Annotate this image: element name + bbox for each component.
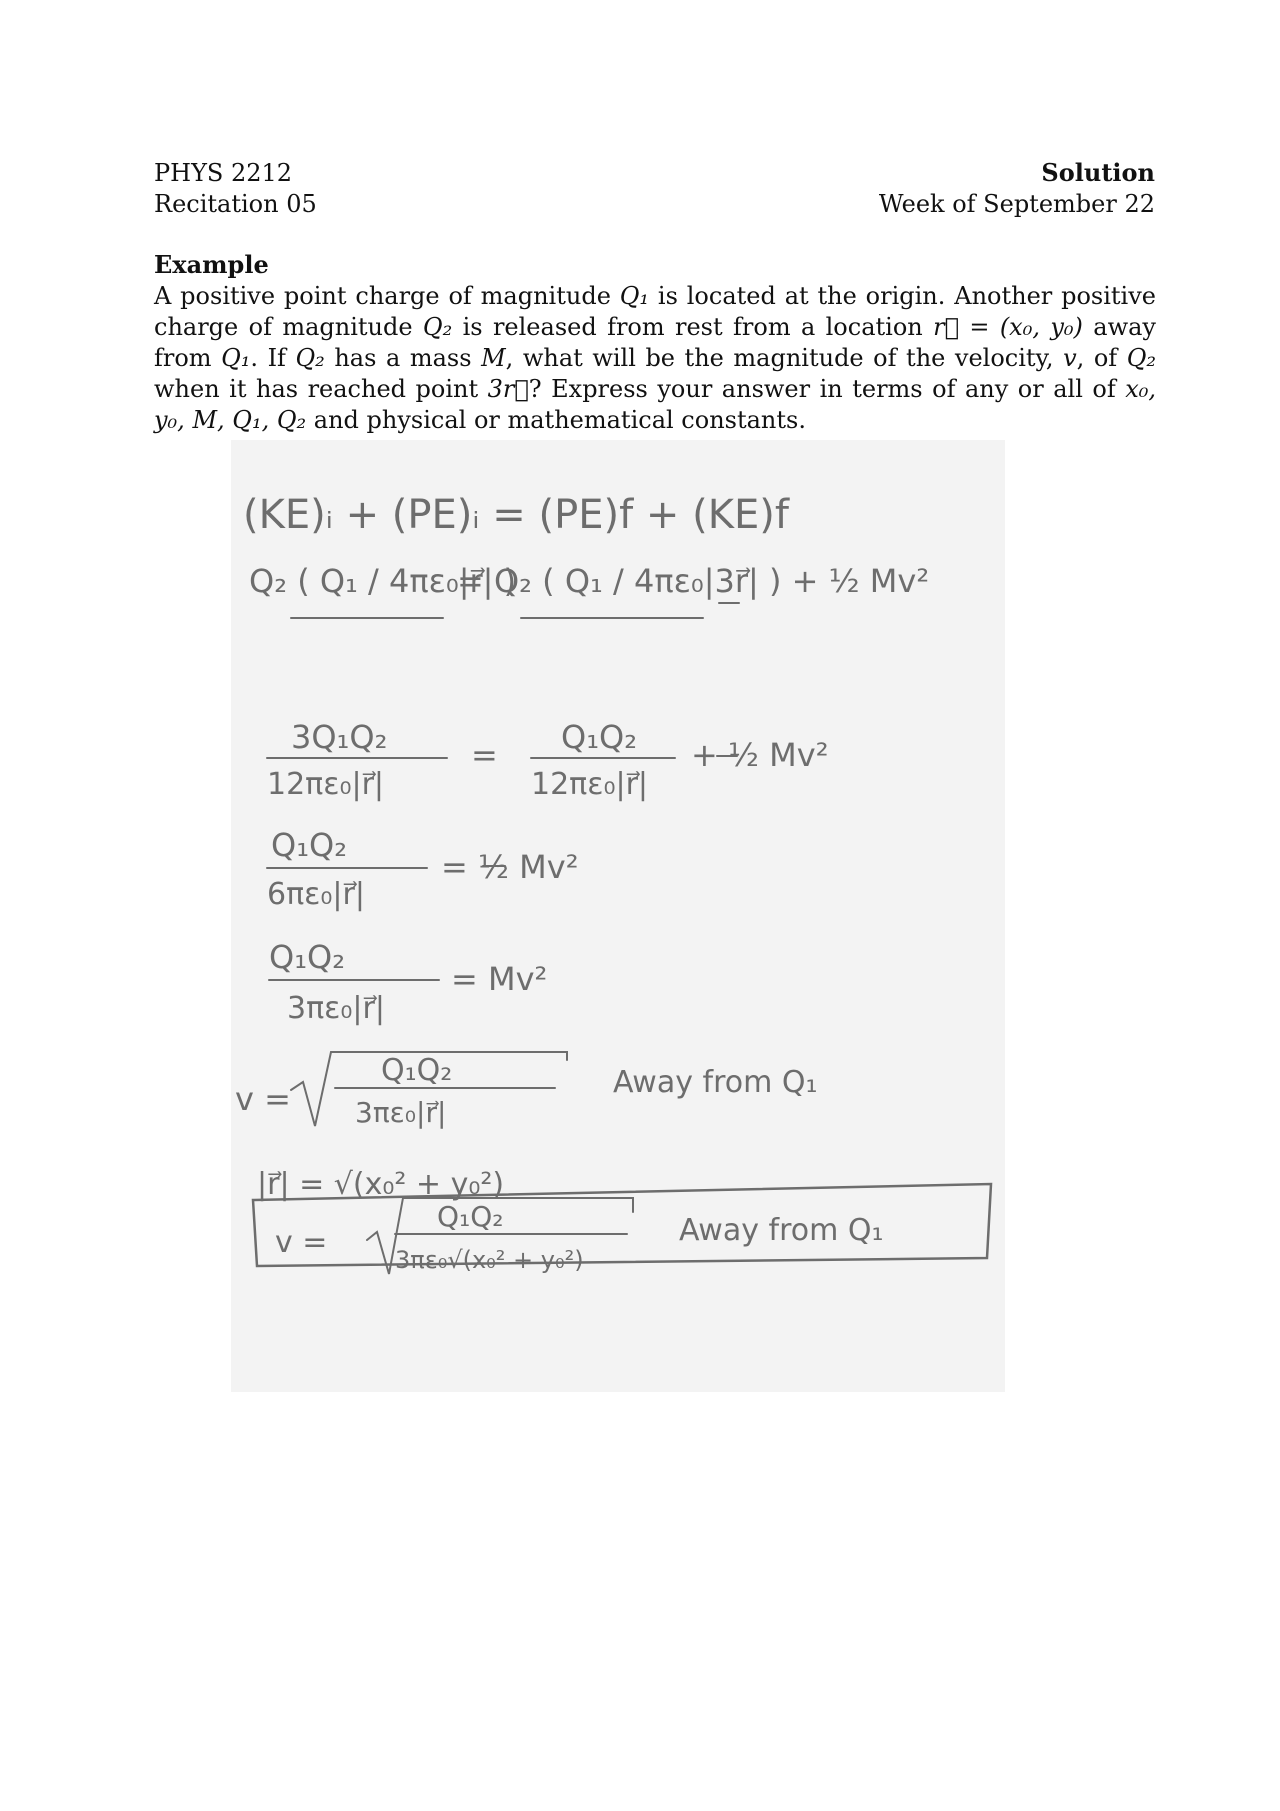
line6-lhs: v = xyxy=(235,1080,291,1118)
line5-denominator: 3πε₀|r⃗| xyxy=(287,991,385,1026)
direction-note-2: Away from Q₁ xyxy=(679,1213,884,1248)
line2-rhs: = Q₂ ( Q₁ / 4πε₀|3r⃗| ) + ½ Mv² xyxy=(457,562,930,600)
direction-note-1: Away from Q₁ xyxy=(613,1065,818,1100)
final-answer-denominator: 3πε₀√(x₀² + y₀²) xyxy=(395,1246,584,1274)
course-code: PHYS 2212 xyxy=(154,159,293,187)
handwritten-solution-drawing xyxy=(231,440,1005,1392)
line3-numerator-left: 3Q₁Q₂ xyxy=(291,718,388,756)
line5-numerator: Q₁Q₂ xyxy=(269,938,346,976)
line6-numerator: Q₁Q₂ xyxy=(381,1053,453,1088)
line3-denominator-right: 12πε₀|r⃗| xyxy=(531,767,649,802)
recitation-number: Recitation 05 xyxy=(154,190,317,218)
line3-denominator-left: 12πε₀|r⃗| xyxy=(267,767,385,802)
energy-conservation-equation: (KE)ᵢ + (PE)ᵢ = (PE)f + (KE)f xyxy=(243,492,789,538)
line3-numerator-right: Q₁Q₂ xyxy=(561,718,638,756)
line5-rhs: = Mv² xyxy=(451,960,548,998)
equals-sign: = xyxy=(471,736,498,774)
solution-label: Solution xyxy=(1041,158,1155,187)
final-answer-lhs: v = xyxy=(275,1225,328,1260)
line4-denominator: 6πε₀|r⃗| xyxy=(267,877,365,912)
r-magnitude-equation: |r⃗| = √(x₀² + y₀²) xyxy=(257,1167,505,1202)
week-label: Week of September 22 xyxy=(878,190,1155,218)
line4-numerator: Q₁Q₂ xyxy=(271,826,348,864)
line6-denominator: 3πε₀|r⃗| xyxy=(355,1096,447,1129)
handwritten-solution-scan xyxy=(231,440,1005,1392)
line4-rhs: = ½ Mv² xyxy=(441,848,579,886)
line2-lhs: Q₂ ( Q₁ / 4πε₀|r⃗| ) xyxy=(249,562,517,600)
problem-statement: A positive point charge of magnitude Q₁ is located at the origin. Another positive charge of magnitude Q₂ is released from rest from a location r⃗ = (x₀, y₀) away from Q₁. If Q₂ has a mass M, what will be the magnitude of the velocity, v, of Q₂ when it has reached point 3r⃗? Express your answer in terms of any or all of x₀, y₀, M, Q₁, Q₂ and physical or mathematical constants. xyxy=(154,282,1157,434)
example-heading: Example xyxy=(154,250,269,279)
line3-kinetic-term: + ½ Mv² xyxy=(691,736,829,774)
final-answer-numerator: Q₁Q₂ xyxy=(437,1200,504,1233)
